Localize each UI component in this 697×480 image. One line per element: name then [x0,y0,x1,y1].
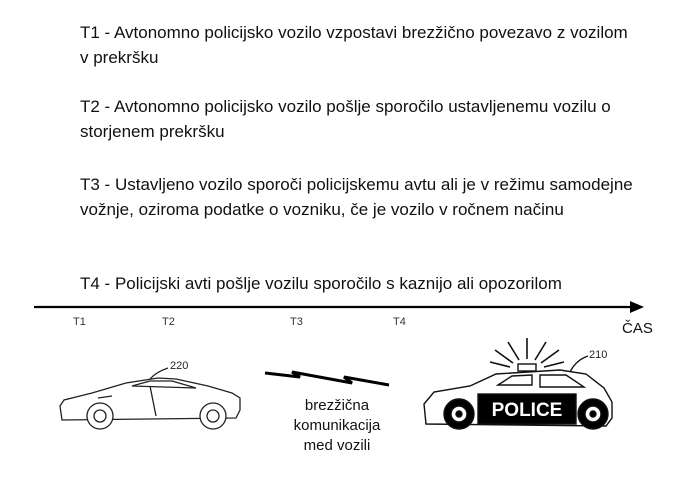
step-t1-text: T1 - Avtonomno policijsko vozilo vzpostavi brezžično povezavo z vozilom v prekršku [80,23,628,67]
caption-line-2: komunikacija [293,417,381,434]
timeline-axis [34,301,644,313]
time-axis-label: ČAS [622,320,653,337]
tick-label-t1: T1 [73,316,86,328]
step-t3-text: T3 - Ustavljeno vozilo sporoči policijskemu avtu ali je v režimu samodejne vožnje, oziroma podatke o vozniku, če je vozilo v ročnem načinu [80,175,633,219]
tick-label-t2: T2 [162,316,175,328]
caption-line-1: brezžična [304,397,370,414]
siren-rays [490,338,564,367]
police-car-ref-leader [570,356,588,372]
stopped-car [60,368,240,429]
police-sign-text: POLICE [491,400,563,421]
stopped-car-front-wheel [200,403,226,429]
wireless-link-zigzag [265,372,389,385]
timeline-arrowhead [630,301,644,313]
step-t2-text: T2 - Avtonomno policijsko vozilo pošlje sporočilo ustavljenemu vozilu o storjenem prekršku [80,97,611,141]
tick-label-t4: T4 [393,316,406,328]
wireless-link-caption [272,396,402,456]
police-car-front-hub-center [590,411,596,417]
tick-label-t3: T3 [290,316,303,328]
police-car-ref-number: 210 [589,349,608,361]
stopped-car-ref-leader [150,368,168,379]
police-car-rear-hub-center [456,411,462,417]
caption-line-3: med vozili [303,437,371,454]
stopped-car-ref-number: 220 [170,360,189,372]
step-t4-text: T4 - Policijski avti pošlje vozilu sporočilo s kaznijo ali opozorilom [80,274,562,293]
police-light-bar [518,364,536,371]
stopped-car-rear-wheel [87,403,113,429]
